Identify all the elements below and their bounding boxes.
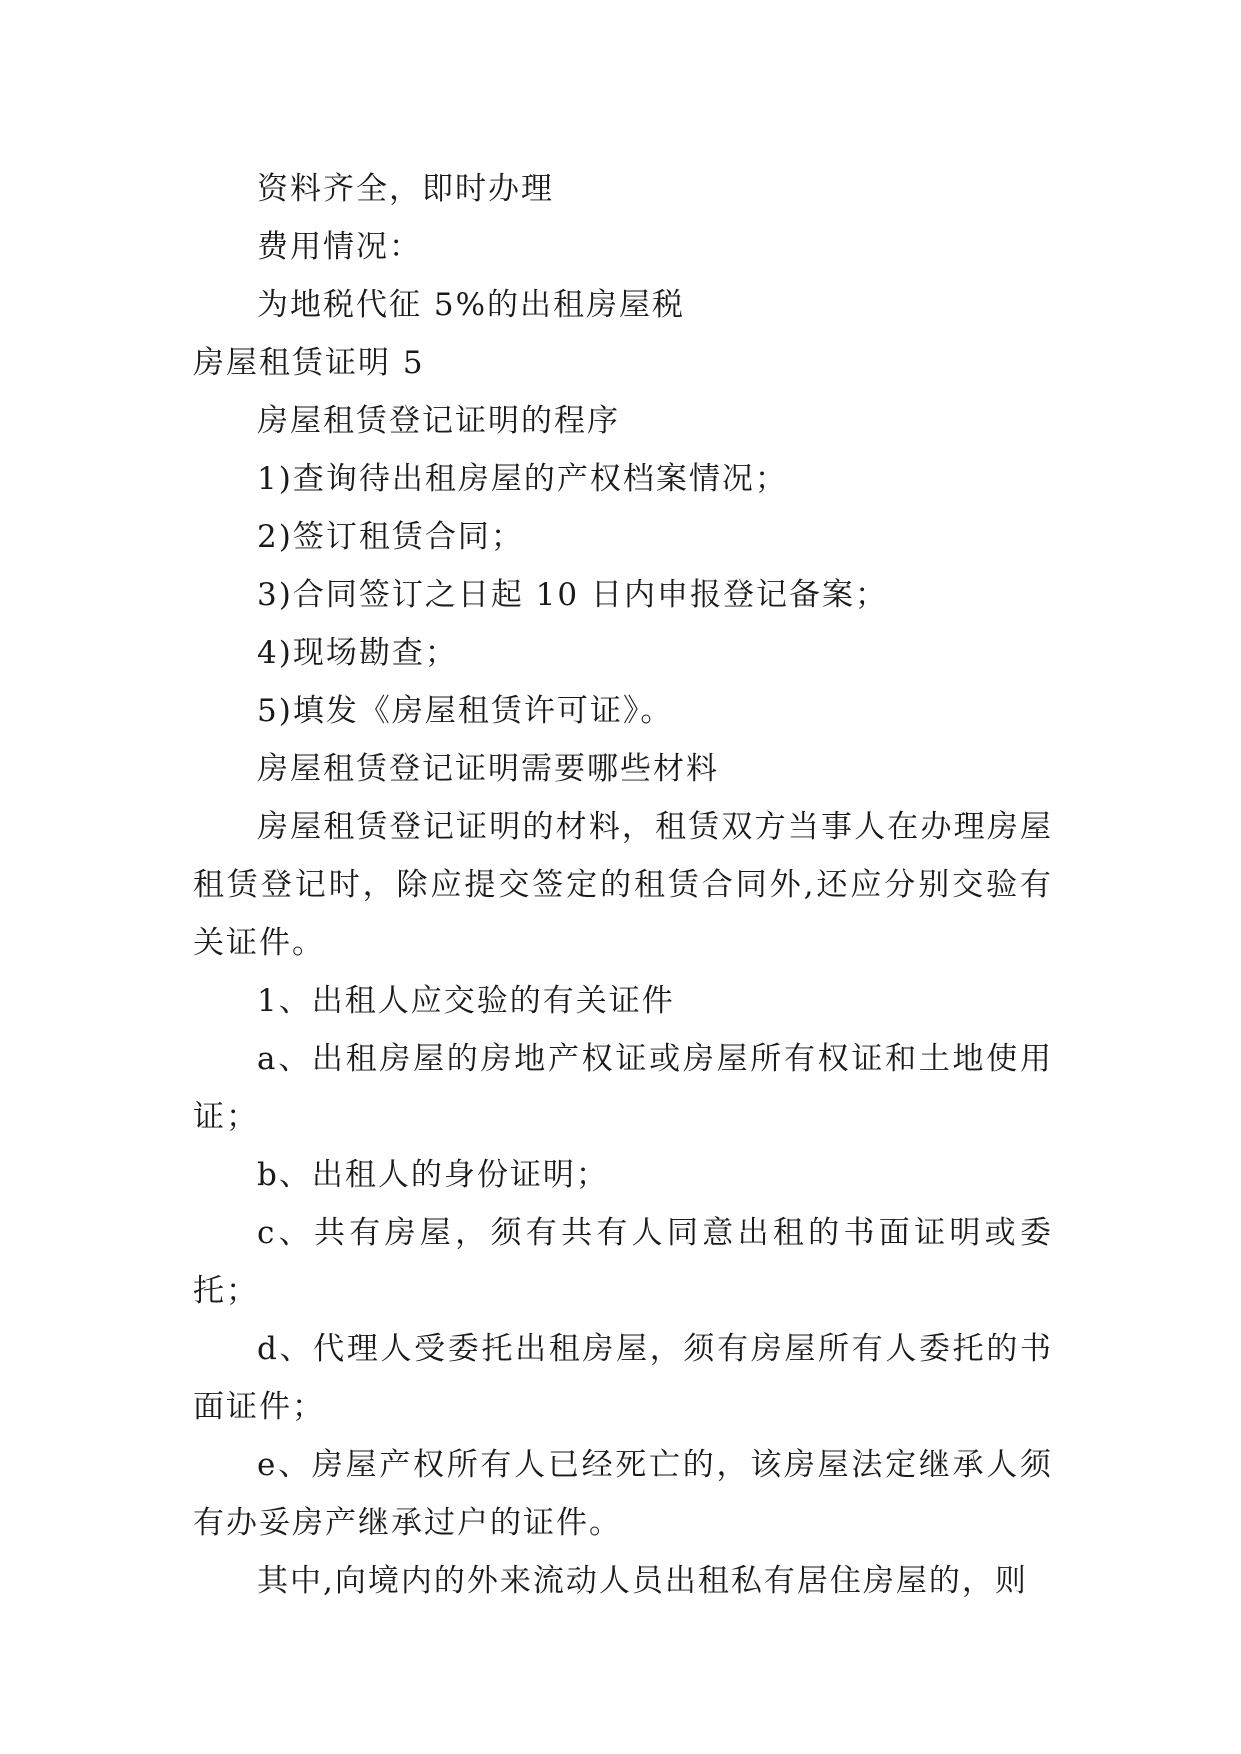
list-item: b、出租人的身份证明； (257, 1157, 609, 1193)
list-item: 3)合同签订之日起 10 日内申报登记备案； (257, 577, 888, 613)
list-item: 2)签订租赁合同； (257, 519, 524, 555)
paragraph: 其中,向境内的外来流动人员出租私有居住房屋的，则 (257, 1563, 1028, 1599)
paragraph: 房屋租赁登记证明的程序 (257, 403, 620, 439)
list-item: d、代理人受委托出租房屋，须有房屋所有人委托的书面证件； (193, 1331, 1053, 1425)
list-item: 1)查询待出租房屋的产权档案情况； (257, 461, 788, 497)
list-item: a、出租房屋的房地产权证或房屋所有权证和土地使用证； (193, 1041, 1053, 1135)
list-item: c、共有房屋，须有共有人同意出租的书面证明或委托； (193, 1215, 1053, 1309)
document-body (193, 160, 1053, 1610)
paragraph: 1、出租人应交验的有关证件 (257, 983, 675, 1019)
paragraph: 为地税代征 5%的出租房屋税 (257, 287, 686, 323)
paragraph: 房屋租赁登记证明的材料，租赁双方当事人在办理房屋租赁登记时，除应提交签定的租赁合同外,还应分别交验有关证件。 (193, 809, 1053, 961)
section-heading: 房屋租赁证明 5 (193, 345, 425, 381)
list-item: 5)填发《房屋租赁许可证》。 (257, 693, 674, 729)
list-item: e、房屋产权所有人已经死亡的，该房屋法定继承人须有办妥房产继承过户的证件。 (193, 1447, 1053, 1541)
paragraph: 资料齐全，即时办理 (257, 171, 554, 207)
paragraph: 费用情况： (257, 229, 422, 265)
paragraph: 房屋租赁登记证明需要哪些材料 (257, 751, 719, 787)
list-item: 4)现场勘查； (257, 635, 458, 671)
